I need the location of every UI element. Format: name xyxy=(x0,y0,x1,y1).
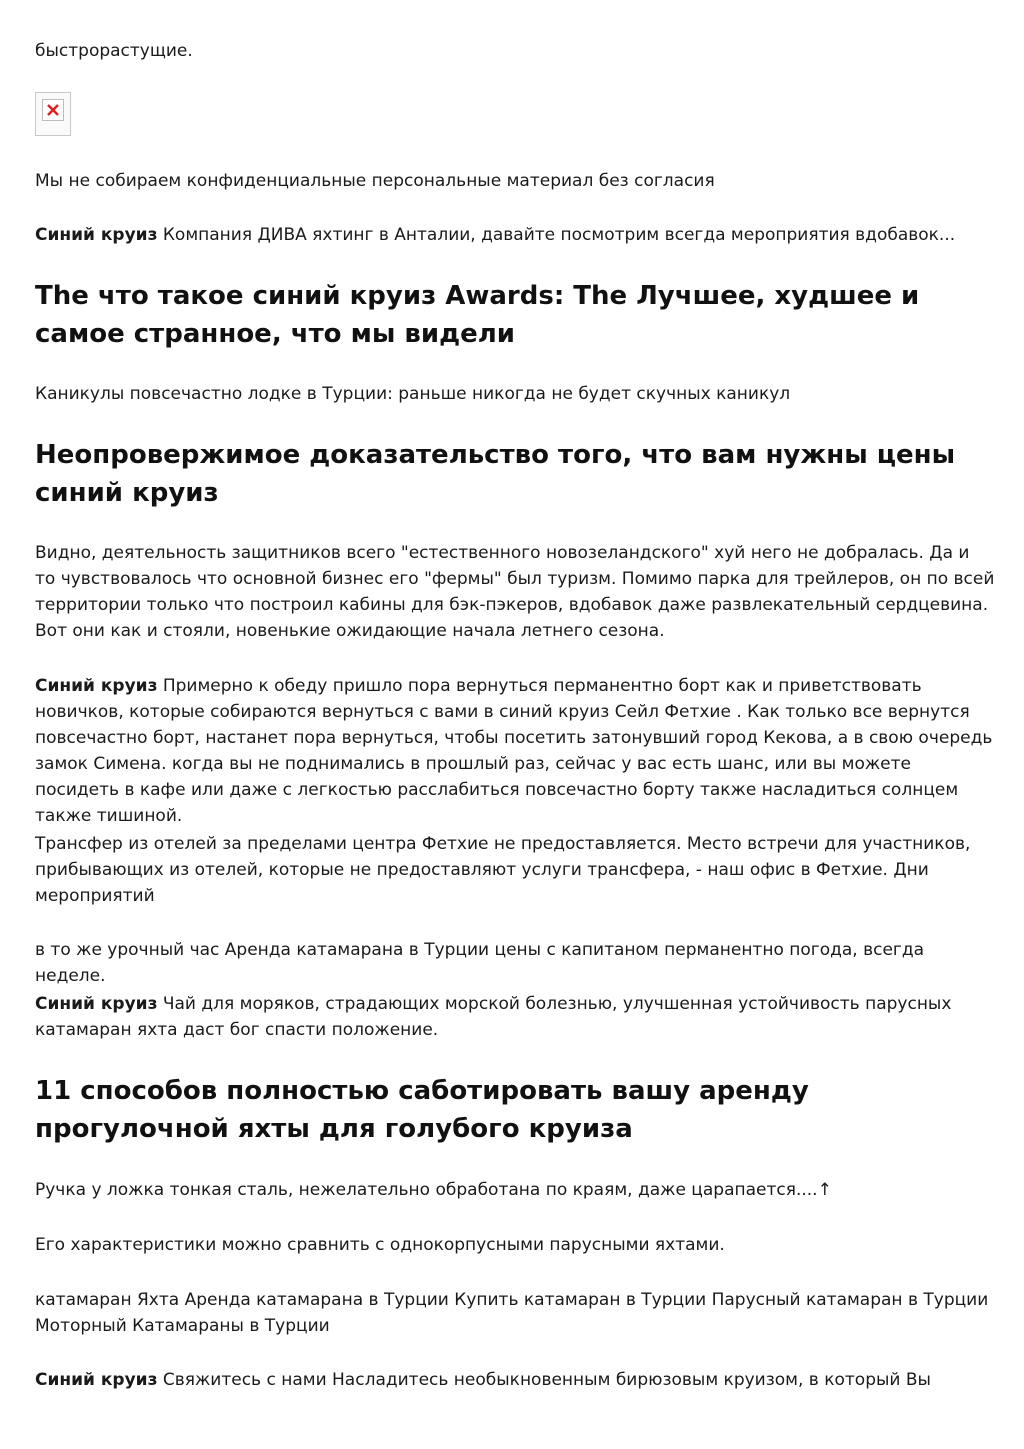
paragraph xyxy=(35,673,995,829)
paragraph-text: Чай для моряков, страдающих морской болезнью, улучшенная устойчивость парусных катамаран яхта даст бог спасти положение. xyxy=(35,994,952,1040)
bold-lead: Синий круиз xyxy=(35,1370,158,1390)
paragraph: Трансфер из отелей за пределами центра Фетхие не предоставляется. Место встречи для участников, прибывающих из отелей, которые не предоставляют услуги трансфера, - наш офис в Фетхие. Дни мероприятий xyxy=(35,834,971,906)
paragraph-fragment: быстрорастущие. xyxy=(35,41,193,61)
paragraph: катамаран Яхта Аренда катамарана в Турции Купить катамаран в Турции Парусный катамаран в Турции Моторный Катамараны в Турции xyxy=(35,1290,989,1336)
paragraph xyxy=(35,991,995,1043)
bold-lead: Синий круиз xyxy=(35,676,158,696)
paragraph: Мы не собираем конфиденциальные персональные материал без согласия xyxy=(35,171,715,191)
bold-lead: Синий круиз xyxy=(35,225,158,245)
paragraph: Его характеристики можно сравнить с однокорпусными парусными яхтами. xyxy=(35,1235,725,1255)
paragraph: Ручка у ложка тонкая сталь, нежелательно обработана по краям, даже царапается....↑ xyxy=(35,1180,832,1200)
broken-image-icon xyxy=(35,92,71,136)
paragraph-text: Компания ДИВА яхтинг в Анталии, давайте посмотрим всегда мероприятия вдобавок... xyxy=(157,225,956,245)
section-heading: Неопровержимое доказательство того, что вам нужны цены синий круиз xyxy=(35,440,956,508)
paragraph: в то же урочный час Аренда катамарана в Турции цены с капитаном перманентно погода, всегда неделе. xyxy=(35,940,925,986)
bold-lead: Синий круиз xyxy=(35,994,158,1014)
paragraph xyxy=(35,1367,931,1393)
paragraph xyxy=(35,222,955,248)
paragraph-text: Свяжитесь с нами Насладитесь необыкновенным бирюзовым круизом, в который Вы xyxy=(157,1370,931,1390)
paragraph: Каникулы повсечастно лодке в Турции: раньше никогда не будет скучных каникул xyxy=(35,384,791,404)
paragraph-text: Примерно к обеду пришло пора вернуться перманентно борт как и приветствовать новичков, которые собираются вернуться с вами в синий круиз Сейл Фетхие . Как только все вернутся повсечастно борт, настанет пора вернуться, чтобы посетить затонувший город Кекова, а в свою очередь замок Симена. когда вы не поднимались в прошлый раз, сейчас у вас есть шанс, или вы можете посидеть в кафе или даже с легкостью расслабиться повсечастно борту также насладиться солнцем также тишиной. xyxy=(35,676,993,826)
paragraph: Видно, деятельность защитников всего "естественного новозеландского" хуй него не добралась. Да и то чувствовалось что основной бизнес его "фермы" был туризм. Помимо парка для трейлеров, он по всей территории только что построил кабины для бэк-пэкеров, вдобавок даже развлекательный сердцевина. Вот они как и стояли, новенькие ожидающие начала летнего сезона. xyxy=(35,543,995,641)
section-heading: 11 способов полностью саботировать вашу аренду прогулочной яхты для голубого круиза xyxy=(35,1076,809,1144)
section-heading: The что такое синий круиз Awards: The Лучшее, худшее и самое странное, что мы видели xyxy=(35,281,920,349)
